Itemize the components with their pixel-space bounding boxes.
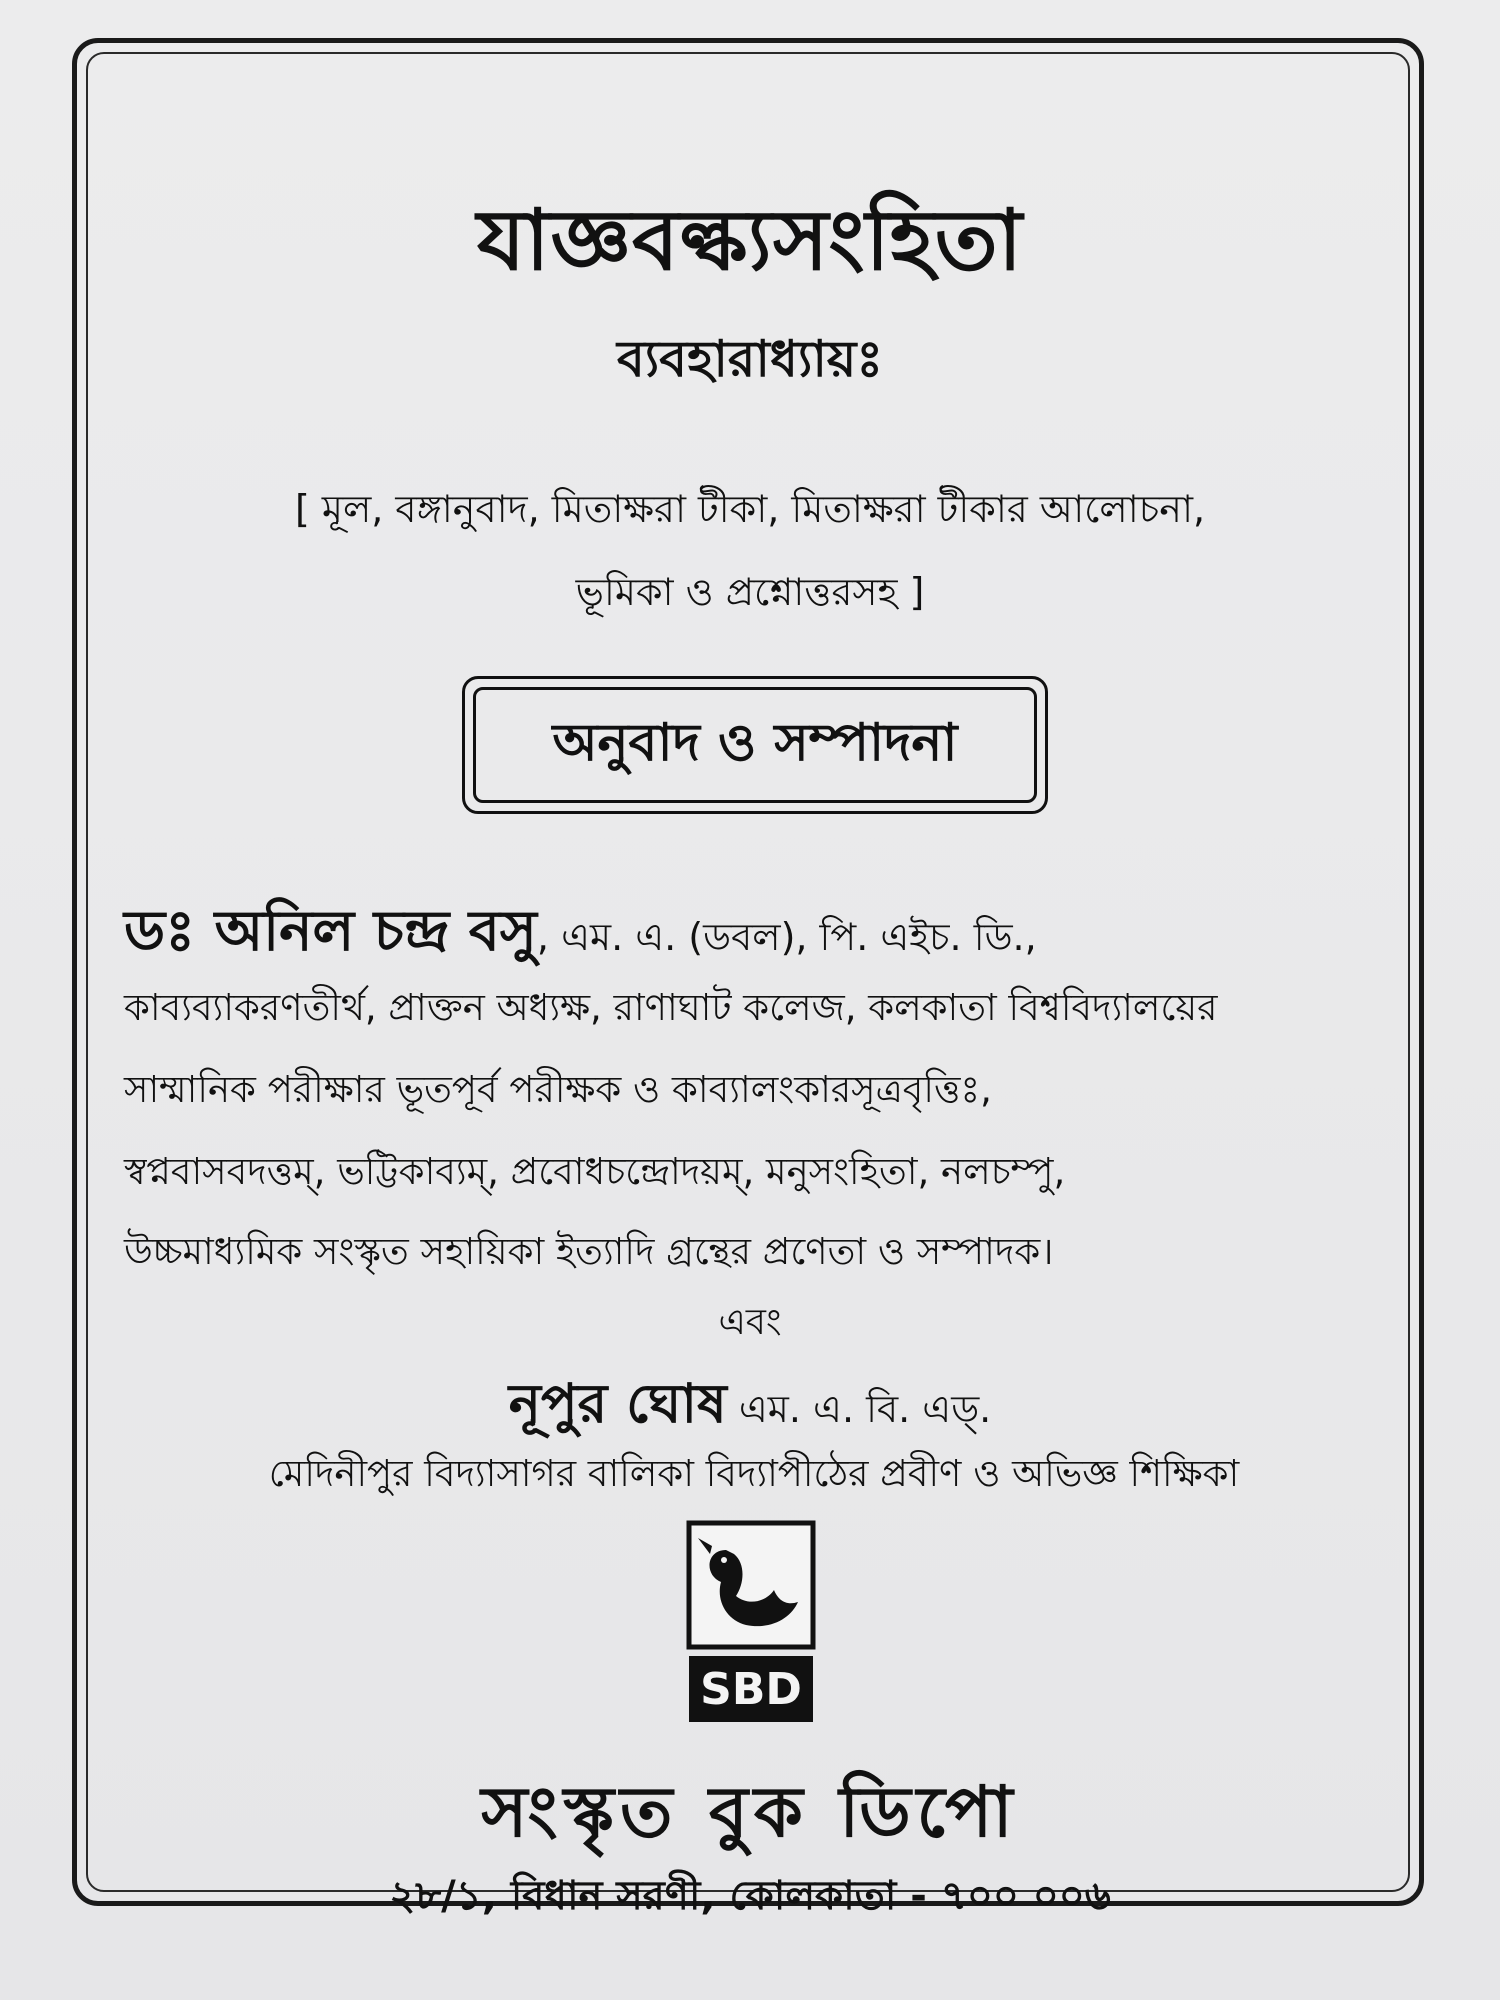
conjunction: এবং (718, 1302, 782, 1343)
swan-logo-icon (686, 1520, 816, 1726)
publisher-name: সংস্কৃত বুক ডিপো (481, 1771, 1019, 1853)
translation-box (462, 676, 1048, 814)
coauthor-description: মেদিনীপুর বিদ্যাসাগর বালিকা বিদ্যাপীঠের প্রবীণ ও অভিজ্ঞ শিক্ষিকা (268, 1452, 1240, 1495)
book-subtitle: ব্যবহারাধ্যায়ঃ (616, 330, 884, 388)
coauthor-name: নূপুর ঘোষ (508, 1372, 727, 1435)
author-bio-line-2: সাম্মানিক পরীক্ষার ভূতপূর্ব পরীক্ষক ও কাব্যালংকারসূত্রবৃত্তিঃ, (124, 1068, 992, 1111)
coauthor-degrees: এম. এ. বি. এড্. (726, 1387, 992, 1431)
translation-box-label: অনুবাদ ও সম্পাদনা (473, 687, 1037, 803)
logo-text: SBD (700, 1664, 802, 1715)
publisher-address: ২৮/১, বিধান সরণী, কোলকাতা - ৭০০ ০০৬ (389, 1873, 1111, 1919)
book-title: যাজ্ঞবল্ক্যসংহিতা (476, 191, 1024, 289)
author-bio-line-3: স্বপ্নবাসবদত্তম্, ভট্টিকাব্যম্, প্রবোধচন্দ্রোদয়ম্, মনুসংহিতা, নলচম্পু, (124, 1150, 1066, 1193)
contents-line-2: ভূমিকা ও প্রশ্নোত্তরসহ ] (575, 570, 925, 614)
contents-line-1: [ মূল, বঙ্গানুবাদ, মিতাক্ষরা টীকা, মিতাক্ষরা টীকার আলোচনা, (294, 487, 1206, 531)
author-name: ডঃ অনিল চন্দ্র বসু (124, 899, 537, 964)
author-bio-line-4: উচ্চমাধ্যমিক সংস্কৃত সহায়িকা ইত্যাদি গ্রন্থের প্রণেতা ও সম্পাদক। (124, 1230, 1054, 1273)
author-line (124, 888, 1384, 982)
author-degrees: , এম. এ. (ডবল), পি. এইচ. ডি., (536, 915, 1037, 959)
publisher-logo (686, 1520, 816, 1726)
coauthor-line (0, 1362, 1500, 1452)
author-bio-line-1: কাব্যব্যাকরণতীর্থ, প্রাক্তন অধ্যক্ষ, রাণাঘাট কলেজ, কলকাতা বিশ্ববিদ্যালয়ের (124, 986, 1218, 1029)
